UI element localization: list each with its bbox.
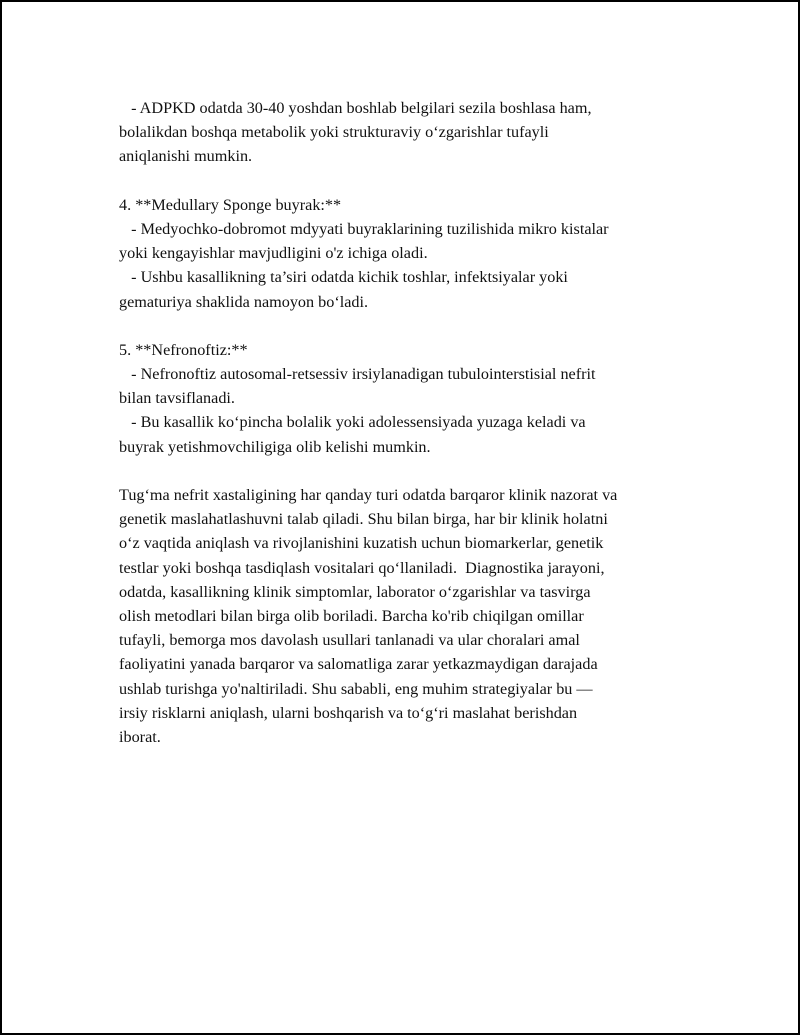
text-line: Tug‘ma nefrit xastaligining har qanday turi odatda barqaror klinik nazorat va xyxy=(119,486,618,504)
text-line: genetik maslahatlashuvni talab qiladi. Shu bilan birga, har bir klinik holatni xyxy=(119,510,608,529)
text-line: iborat. xyxy=(119,727,161,746)
text-line: aniqlanishi mumkin. xyxy=(119,147,253,166)
text-line: buyrak yetishmovchiligiga olib kelishi mumkin. xyxy=(119,437,431,456)
text-line: - Nefronoftiz autosomal-retsessiv irsiylanadigan tubulointerstisial nefrit xyxy=(119,365,596,384)
text-line: - Medyochko-dobromot mdyyati buyraklarining tuzilishida mikro kistalar xyxy=(119,219,609,238)
text-line: yoki kengayishlar mavjudligini o'z ichiga oladi. xyxy=(119,244,428,263)
text-line: irsiy risklarni aniqlash, ularni boshqarish va to‘g‘ri maslahat berishdan xyxy=(119,703,578,722)
paragraph-spacer xyxy=(119,169,699,193)
text-line: - Bu kasallik ko‘pincha bolalik yoki adolessensiyada yuzaga keladi va xyxy=(119,413,586,432)
text-line: tufayli, bemorga mos davolash usullari tanlanadi va ular choralari amal xyxy=(119,631,580,650)
text-line: o‘z vaqtida aniqlash va rivojlanishini kuzatish uchun biomarkerlar, genetik xyxy=(119,534,604,553)
text-line: bilan tavsiflanadi. xyxy=(119,389,235,408)
paragraph-spacer xyxy=(119,459,699,483)
text-line: gematuriya shaklida namoyon bo‘ladi. xyxy=(119,292,369,311)
text-line: - Ushbu kasallikning ta’siri odatda kichik toshlar, infektsiyalar yoki xyxy=(119,268,568,287)
text-line: 4. **Medullary Sponge buyrak:** xyxy=(119,195,342,214)
text-line: faoliyatini yanada barqaror va salomatliga zarar yetkazmaydigan darajada xyxy=(119,655,598,674)
paragraph-spacer xyxy=(119,314,699,338)
text-line: ushlab turishga yo'naltiriladi. Shu sababli, eng muhim strategiyalar bu — xyxy=(119,679,593,698)
text-line: odatda, kasallikning klinik simptomlar, laborator o‘zgarishlar va tasvirga xyxy=(119,582,591,601)
text-line: - ADPKD odatda 30-40 yoshdan boshlab belgilari sezila boshlasa ham, xyxy=(119,99,592,117)
text-line: testlar yoki boshqa tasdiqlash vositalari qo‘llaniladi. Diagnostika jarayoni, xyxy=(119,558,605,577)
text-line: olish metodlari bilan birga olib boriladi. Barcha ko'rib chiqilgan omillar xyxy=(119,606,584,625)
text-line: 5. **Nefronoftiz:** xyxy=(119,340,248,359)
text-line: bolalikdan boshqa metabolik yoki strukturaviy o‘zgarishlar tufayli xyxy=(119,123,549,142)
document-body xyxy=(119,96,699,749)
